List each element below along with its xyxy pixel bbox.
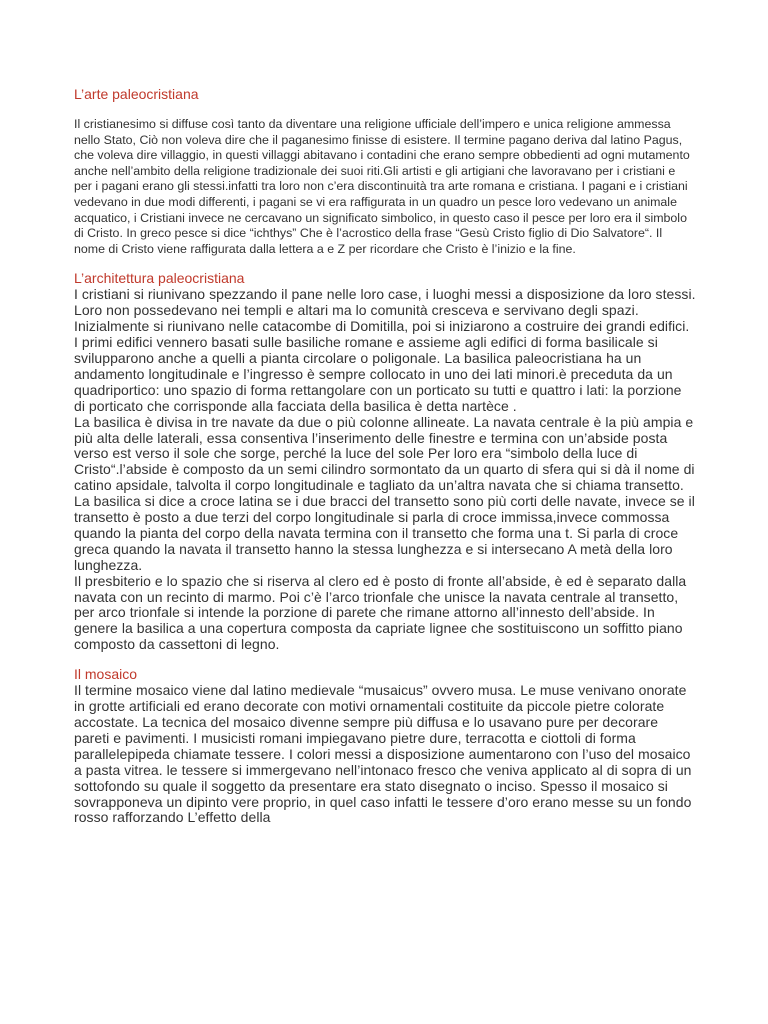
paragraph-architettura-3: La basilica si dice a croce latina se i due bracci del transetto sono più corti delle navate, invece se il transetto è posto a due terzi del corpo longitudinale si parla di croce immissa,invece commossa quando la pianta del corpo della navata termina con il transetto che forma una t. Si parla di croce greca quando la navata il transetto hanno la stessa lunghezza e si intersecano A metà della loro lunghezza. bbox=[74, 493, 695, 573]
paragraph-architettura-4: Il presbiterio e lo spazio che si riserva al clero ed è posto di fronte all’abside, è ed è separato dalla navata con un recinto di marmo. Poi c’è l’arco trionfale che unisce la navata centrale al transetto, per arco trionfale si intende la porzione di parete che rimane attorno all’innesto dell’abside. In genere la basilica a una copertura composta da capriate lignee che sostituiscono un soffitto piano composto da cassettoni di legno. bbox=[74, 572, 687, 653]
heading-architettura-paleocristiana: L’architettura paleocristiana bbox=[74, 270, 245, 287]
paragraph-architettura-2: La basilica è divisa in tre navate da due o più colonne allineate. La navata centrale è la più ampia e più alta delle laterali, essa consentiva l’inserimento delle finestre e termina con un’abside posta verso est verso il sole che sorge, perché la luce del sole Per loro era “simbolo della luce di Cristo“.l’abside è composto da un semi cilindro sormontato da un quarto di sfera qui si dà il nome di catino apsidale, talvolta il corpo longitudinale e tagliato da un’altra navata che si chiama transetto. bbox=[74, 413, 695, 494]
document-page bbox=[74, 86, 696, 826]
heading-mosaico: Il mosaico bbox=[74, 666, 138, 683]
paragraph-mosaico: Il termine mosaico viene dal latino medievale “musaicus” ovvero musa. Le muse venivano onorate in grotte artificiali ed erano decorate con motivi ornamentali costituite da piccole pietre colorate accostate. La tecnica del mosaico divenne sempre più diffusa e lo usavano pure per decorare pareti e pavimenti. I musicisti romani impiegavano pietre dure, terracotta e ciottoli di forma parallelepipeda chiamate tessere. I colori messi a disposizione aumentarono con l’uso del mosaico a pasta vitrea. le tessere si immergevano nell’intonaco fresco che veniva applicato al di sopra di un sottofondo su quale il soggetto da presentare era stato disegnato o inciso. Spesso il mosaico si sovrapponeva un dipinto vere proprio, in quel caso infatti le tessere d’oro erano messe su un fondo rosso rafforzando L’effetto della bbox=[74, 682, 692, 826]
paragraph-arte: Il cristianesimo si diffuse così tanto da diventare una religione ufficiale dell’impero e unica religione ammessa nello Stato, Ciò non voleva dire che il paganesimo finisse di esistere. Il termine pagano deriva dal latino Pagus, che voleva dire villaggio, in questi villaggi abitavano i contadini che erano sempre obbedienti ad ogni mutamento anche nell’ambito della religione tradizionale dei suoi riti.Gli artisti e gli artigiani che lavoravano per i cristiani e per i pagani erano gli stessi.infatti tra loro non c’era discontinuità tra arte romana e cristiana. I pagani e i cristiani vedevano in due modi differenti, i pagani se vi era raffigurata in un quadro un pesce loro vedevano un animale acquatico, i Cristiani invece ne cercavano un significato simbolico, in questo caso il pesce per loro era il simbolo di Cristo. In greco pesce si dice “ichthys” Che è l’acrostico della frase “Gesù Cristo figlio di Dio Salvatore“. Il nome di Cristo viene raffigurata dalla lettera a e Z per ricordare che Cristo è l’inizio e la fine. bbox=[74, 117, 690, 256]
heading-arte-paleocristiana: L’arte paleocristiana bbox=[74, 86, 199, 102]
paragraph-architettura-1: I cristiani si riunivano spezzando il pane nelle loro case, i luoghi messi a disposizione da loro stessi. Loro non possedevano nei templi e altari ma lo comunità cresceva e servivano degli spazi. Inizialmente si riunivano nelle catacombe di Domitilla, poi si iniziarono a costruire dei grandi edifici. I primi edifici vennero basati sulle basiliche romane e assieme agli edifici di forma basilicale si svilupparono anche a quelli a pianta circolare o poligonale. La basilica paleocristiana ha un andamento longitudinale e l’ingresso è sempre collocato in uno dei lati minori.è preceduta da un quadriportico: uno spazio di forma rettangolare con un porticato su tutti e quattro i lati: la porzione di porticato che corrisponde alla facciata della basilica è detta nartèce . bbox=[74, 286, 696, 414]
